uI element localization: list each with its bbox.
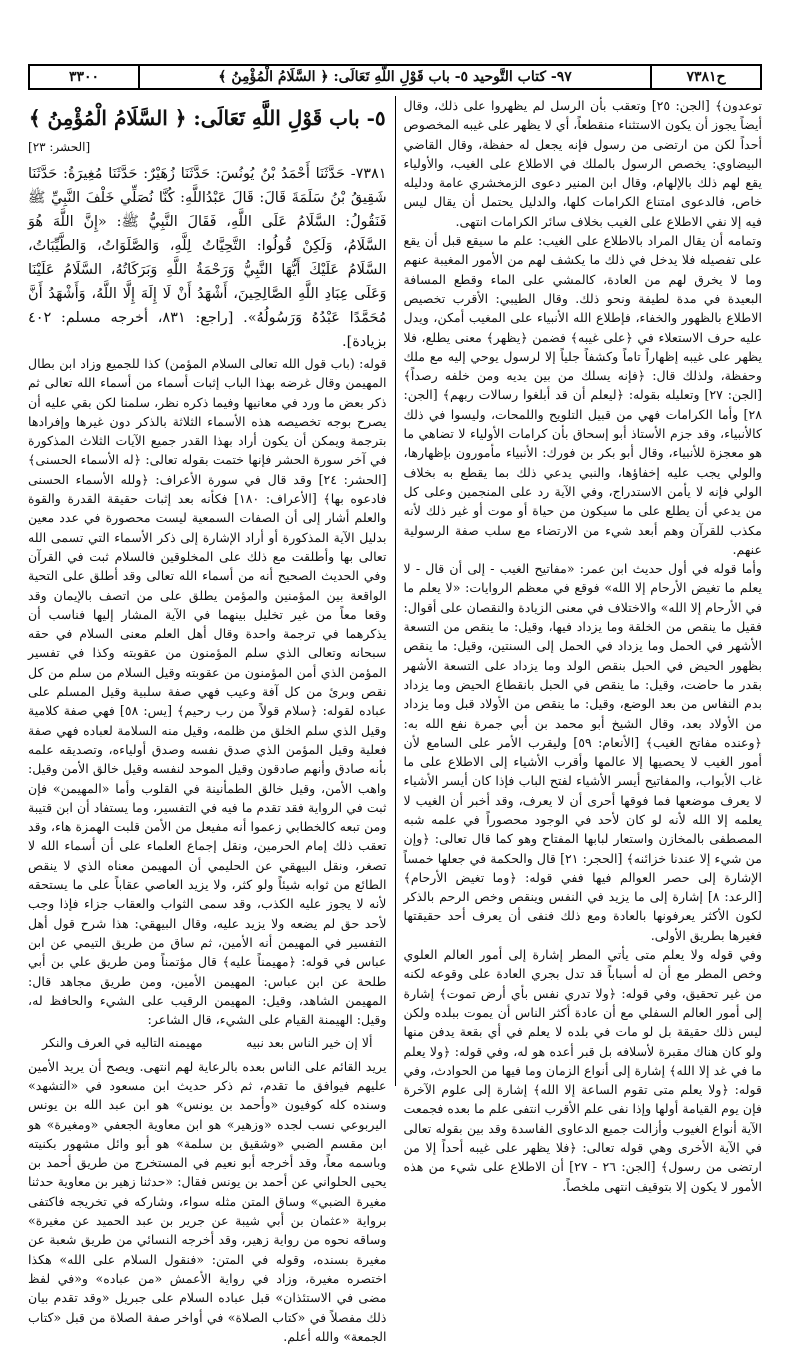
paragraph: وأما قوله في أول حديث ابن عمر: «مفاتيح الغيب - إلى أن قال - لا يعلم ما تغيض الأرحام إلا الله» فوقع في معظم الروايات: «لا يعلم ما في الأرحام إلا الله» والاختلاف في معنى الزيادة والنقصان على أقوال: فقيل ما ينقص من الخلقة وما يزداد فيها، وقيل: ما ينقص من التسعة الأشهر في الحمل وما يزداد في الحمل إلى السنتين، وقيل: ما ينقص بظهور الحيض في الحبل بنقص الولد وما يزداد على التسعة الأشهر بقدر ما حاضت، وقيل: ما ينقص في الحبل بانقطاع الحيض وما يزداد بدم النفاس من بعد الوضع، وقيل: ما ينقص من الأولاد قبل وما يزداد من الأولاد بعد، وقال الشيخ أبو محمد بن أبي جمرة نفع الله به: ﴿وعنده مفاتح الغيب﴾ [الأنعام: ٥٩] وليقرب الأمر على السامع لأن أمور الغيب لا يحصيها إلا عالمها وأقرب الأشياء إلى الاطلاع على ما غاب الأبواب، والمفاتيح أيسر الأشياء لفتح الباب فإذا كان أيسر الأشياء لا يعرف موضعها فما فوقها أحرى أن لا يعرف، وقد أخبر أن الغيب لا يعلمه إلا الله لأنه لو كان لأحد في الوجود محصوراً في علمه شبه المصطفى بالمخازن واستعار لبابها المفتاح وهو كما قال تعالى: ﴿وإن من شيء إلا عندنا خزائنه﴾ [الحجر: ٢١] قال والحكمة في جعلها خمساً الإشارة إلى حصر العوالم فيها ففي قوله: ﴿وما تغيض الأرحام﴾ [الرعد: ٨] إشارة إلى ما يزيد في النفس وينقص وخص الرحم بالذكر لكون الأكثر يعرفونها بالعادة ومع ذلك فنفى أن يعرف أحد حقيقتها فغيرها بطريق الأولى.	[403, 561, 763, 943]
right-column	[396, 96, 763, 1194]
running-title: ٩٧- كتاب التَّوحيد ٥- باب قَوْلِ اللَّهِ تَعَالَى: ﴿ السَّلَامُ الْمُؤْمِنُ ﴾	[138, 66, 650, 88]
verse-reference: [الحشر: ٢٣]	[28, 140, 91, 154]
commentary-paragraph: يريد القائم على الناس بعده بالرعاية لهم انتهى. ويصح أن يريد الأمين عليهم فيوافق ما تقدم، ثم ذكر حديث ابن مسعود في «التشهد» وسنده كله كوفيون «وأحمد بن يونس» هو ابن عبد الله بن يونس اليربوعي نسب لجده «وزهير» هو ابن معاوية الجعفي «ومغيرة» هو ابن مقسم الضبي «وشقيق بن سلمة» هو أبو وائل مشهور بكنيته وباسمه معاً، وقد أخرجه أبو نعيم في المستخرج من طريق أحمد بن يحيى الحلواني عن أحمد بن يونس فقال: «حدثنا زهير بن معاوية حدثنا مغيرة الضبي» وساق المتن مثله سواء، وشاركه في تخريجه فاكتفى برواية «عثمان بن أبي شيبة عن جرير بن عبد الحميد عن مغيرة» وساقه نحوه من رواية زهير، وقد أخرجه النسائي من طريق شعبة عن مغيرة بسنده، وقوله في المتن: «فنقول السلام على الله» هكذا اختصره مغيرة، وزاد في رواية الأعمش «من عباده» و«في لفظ مضى في الاستئذان» قبل عباده السلام على جبريل «وقد تقدم بيان ذلك مفصلاً في «كتاب الصلاة» في أواخر صفة الصلاة من قبل «كتاب الجمعة» والله أعلم.	[28, 1058, 387, 1344]
paragraph: وتمامه أن يقال المراد بالاطلاع على الغيب: علم ما سيقع قبل أن يقع على تفصيله فلا يدخل في ذلك ما يكشف لهم من الأمور المغيبة عنهم وما لا يخرق لهم من العادة، كالمشي على الماء وقطع المسافة البعيدة في مدة لطيفة ونحو ذلك. وقال الطيبي: الأقرب تخصيص الاطلاع بالظهور والخفاء، فإطلاع الله الأنبياء على المغيب أمكن، ويدل عليه حرف الاستعلاء في ﴿على غيبه﴾ فضمن ﴿يظهر﴾ معنى يطلع، فلا يظهر على غيبه إظهاراً تاماً وكشفاً جلياً إلا لرسول يوحي إليه مع ملك وحفظة، ولذلك قال: ﴿فإنه يسلك من بين يديه ومن خلفه رصداً﴾ [الجن: ٢٧] وتعليله بقوله: ﴿ليعلم أن قد أبلغوا رسالات ربهم﴾ [الجن: ٢٨] وأما الكرامات فهي من قبيل التلويح واللمحات، وليسوا في ذلك كالأنبياء، وقد جزم الأستاذ أبو إسحاق بأن كرامات الأولياء لا تضاهي ما هو معجزة للأنبياء، وقال أبو بكر بن فورك: الأنبياء مأمورون بإظهارها، والولي يجب عليه إخفاؤها، والنبي يدعي ذلك بما يقطع به بخلاف الولي فإنه لا يأمن الاستدراج، وفي الآية رد على المنجمين وعلى كل من يدعي أن يطلع على ما سيكون من حياة أو موت أو غير ذلك لأنه مكذب للقرآن وهم أبعد شيء من الارتضاء مع سلب صفة الرسولية عنهم.	[403, 233, 762, 557]
verse-hemistich-first: ألا إن خير الناس بعد نبيه	[246, 1035, 373, 1051]
commentary-paragraph: قوله: (باب قول الله تعالى السلام المؤمن) كذا للجميع وزاد ابن بطال المهيمن وقال غرضه بهذا الباب إثبات أسماء من أسماء الله تعالى ثم ذكر بعض ما ورد في معانيها وفيما ذكره نظر، سلمنا لكن بقي عليه أن يصرح بوجه تخصيصه هذه الأسماء الثلاثة بالذكر دون غيرها وإفرادها بترجمة ويمكن أن يكون أراد بهذا القدر جميع الآيات الثلاث المذكورة في آخر سورة الحشر فإنها ختمت بقوله تعالى: ﴿له الأسماء الحسنى﴾ [الحشر: ٢٤] وقد قال في سورة الأعراف: ﴿ولله الأسماء الحسنى فادعوه بها﴾ [الأعراف: ١٨٠] فكأنه بعد إثبات حقيقة القدرة والقوة والعلم أشار إلى أن الصفات السمعية ليست محصورة في عدد معين بدليل الآية المذكورة أو أراد الإشارة إلى ذكر الأسماء التي تسمى الله تعالى بها وأطلقت مع ذلك على المخلوقين فالسلام ثبت في القرآن وفي الحديث الصحيح أنه من أسماء الله تعالى وقد أطلق على التحية الواقعة بين المؤمنين والمؤمن يطلق على من اتصف بالإيمان وقد وقعا معاً من غير تخليل بينهما في الآية المشار إليها فناسب أن يذكرهما في ترجمة واحدة وقال أهل العلم معنى السلام في حقه سبحانه وتعالى الذي سلم المؤمنون من عقوبته وكذا في تفسير المؤمن الذي أمن المؤمنون من عقوبته وقيل السلام من سلم من كل نقص وبرئ من كل آفة وعيب فهي صفة سلبية وقيل المسلم على عباده لقوله: ﴿سلام قولاً من رب رحيم﴾ [يس: ٥٨] فهي صفة كلامية وقيل الذي سلم الخلق من ظلمه، وقيل منه السلامة لعباده فهي صفة فعلية وقيل المؤمن الذي صدق نفسه وصدق أولياءه، وتصديقه علمه بأنه صادق وأنهم صادقون وقيل الموحد لنفسه وقيل خالق الأمن وقيل: واهب الأمن، وقيل خالق الطمأنينة في القلوب وأما «المهيمن» فإن ثبت في الرواية فقد تقدم ما فيه في التفسير، وما يستفاد أن ابن قتيبة ومن تبعه كالخطابي زعموا أنه مفيعل من الأمن قلبت الهمزة هاء، وقد تعقب ذلك إمام الحرمين، ونقل إجماع العلماء على أن أسماء الله لا تصغر، ونقل البيهقي عن الحليمي أن المهيمن معناه الذي لا ينقص الطائع من ثوابه شيئاً ولو كثر، ولا يزيد العاصي عقاباً على ما يستحقه لأنه لا يجوز عليه الكذب، وقد سمى الثواب والعقاب جزاء فإذا وجب لأحد حق لم يضعه ولا يزيد عليه، وقال البيهقي: هذا شرح قول أهل التفسير في المهيمن أنه الأمين، ثم ساق من طريق التيمي عن ابن عباس في قوله: ﴿مهيمناً عليه﴾ قال مؤتمناً ومن طريق علي بن أبي طلحة عن ابن عباس: المهيمن الأمين، ومن طريق مجاهد قال: المهيمن الشاهد، وقيل: المهيمن الرقيب على الشيء والحافظ له، وقيل: الهيمنة القيام على الشيء، قال الشاعر:	[28, 356, 387, 1028]
left-column	[28, 96, 396, 1344]
page-number: ٣٣٠٠	[68, 69, 100, 85]
poetry-verse	[28, 1029, 387, 1056]
paragraph: وفي قوله ولا يعلم متى يأتي المطر إشارة إلى أمور العالم العلوي وخص المطر مع أن له أسباباً قد تدل بجري العادة على وقوعه لكنه من غير تحقيق، وفي قوله: ﴿ولا تدري نفس بأي أرض تموت﴾ إشارة إلى أمور العالم السفلي مع أن عادة أكثر الناس أن يموت ببلده ولكن ليس ذلك حقيقة بل لو مات في بلده لا يعلم في أي بقعة يدفن منها ولو كان هناك مقبرة لأسلافه بل قبر أعده هو له، وفي قوله: ﴿ولا يعلم ما في غد إلا الله﴾ إشارة إلى أنواع الزمان وما فيها من الحوادث، وفي قوله: ﴿ولا يعلم متى تقوم الساعة إلا الله﴾ إشارة إلى علوم الآخرة فإن يوم القيامة أولها وإذا نفى علم الأقرب انتفى علم ما بعده فجمعت الآية أنواع الغيوب وأزالت جميع الدعاوى الفاسدة وقد بين بقوله تعالى في الآية الأخرى وهي قوله تعالى: ﴿فلا يظهر على غيبه أحداً إلا من ارتضى من رسول﴾ [الجن: ٢٦ - ٢٧] أن الاطلاع على شيء من هذه الأمور لا يكون إلا بتوقيف انتهى ملخصاً.	[403, 947, 763, 1194]
chapter-title: ٥- باب قَوْلِ اللَّهِ تَعَالَى: ﴿ السَّلَامُ الْمُؤْمِنُ ﴾	[28, 106, 386, 130]
page-body	[28, 96, 763, 1344]
paragraph: توعدون﴾ [الجن: ٢٥] وتعقب بأن الرسل لم يظهروا على ذلك، وقال أيضاً يجوز أن يكون الاستثناء منقطعاً، أي لا يظهر على غيبه المخصوص أحداً لكن من ارتضى من رسول فإنه يجعل له حفظة، وقال القاضي البيضاوي: يخصص الرسول بالملك في الاطلاع على الغيب، والأولياء يقع لهم ذلك بالإلهام، وقال ابن المنير دعوى الزمخشري عامة ودليله خاص، فالدعوى امتناع الكرامات كلها، والدليل يحتمل أن يقال ليس فيه إلا نفي الاطلاع على الغيب بخلاف سائر الكرامات انتهى.	[403, 98, 762, 229]
page-header	[28, 64, 762, 90]
hadith-text: ٧٣٨١- حَدَّثَنَا أَحْمَدُ بْنُ يُونُسَ: حَدَّثَنَا زُهَيْرٌ: حَدَّثَنَا مُغِيرَةُ: حَدَّثَنَا شَقِيقُ بْنُ سَلَمَةَ قَالَ: قَالَ عَبْدُاللَّهِ: كُنَّا نُصَلِّي خَلْفَ النَّبِيِّ ﷺ فَنَقُولُ: السَّلَامُ عَلَى اللَّهِ، فَقَالَ النَّبِيُّ ﷺ: «إِنَّ اللَّهَ هُوَ السَّلَامُ، وَلَكِنْ قُولُوا: التَّحِيَّاتُ لِلَّهِ، وَالصَّلَوَاتُ، وَالطَّيِّبَاتُ، السَّلَامُ عَلَيْكَ أَيُّهَا النَّبِيُّ وَرَحْمَةُ اللَّهِ وَبَرَكَاتُهُ، السَّلَامُ عَلَيْنَا وَعَلَى عِبَادِ اللَّهِ الصَّالِحِينَ، أَشْهَدُ أَنْ لَا إِلَهَ إِلَّا اللَّهُ، وَأَشْهَدُ أَنَّ مُحَمَّدًا عَبْدُهُ وَرَسُولُهُ». [راجع: ٨٣١، أخرجه مسلم: ٤٠٢ بزيادة].	[28, 166, 387, 350]
hadith-number: ح٧٣٨١	[650, 66, 760, 88]
verse-hemistich-second: مهيمنه التاليه في العرف والنكر	[42, 1035, 203, 1051]
